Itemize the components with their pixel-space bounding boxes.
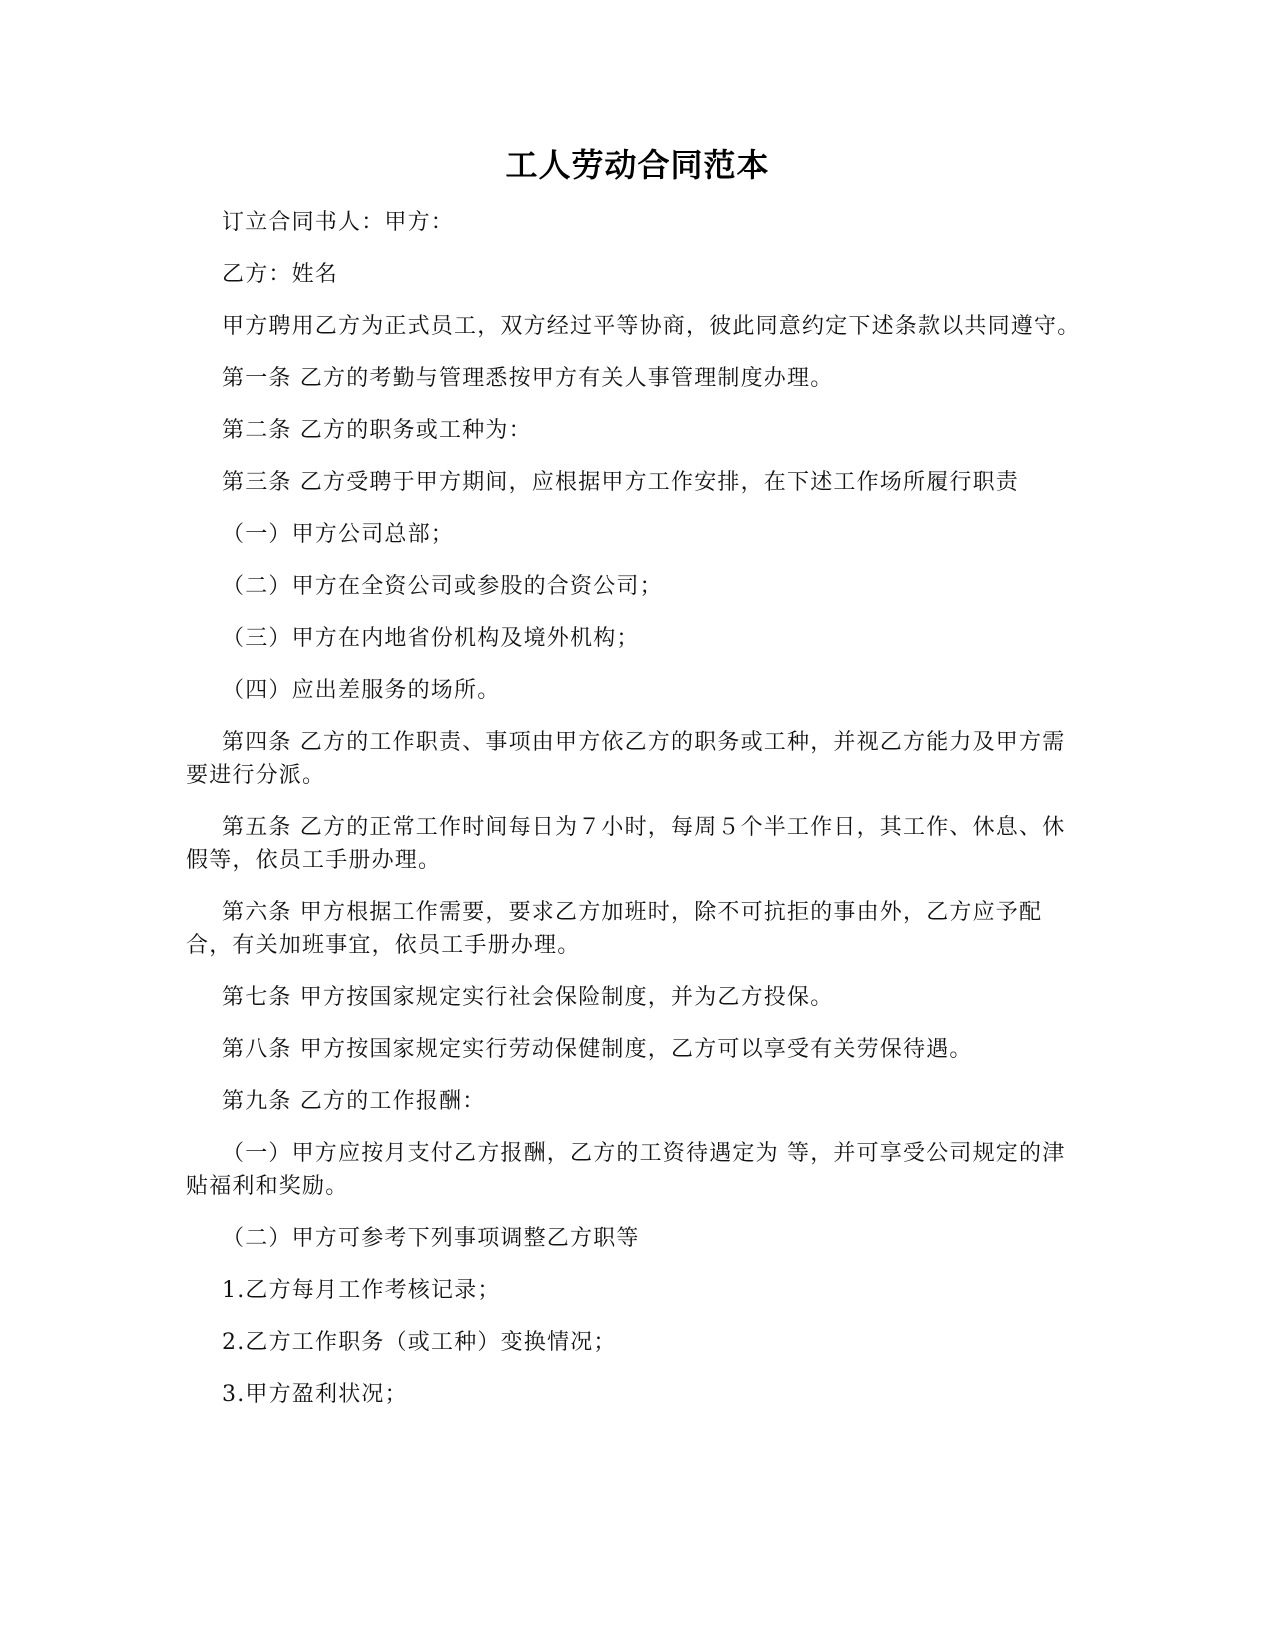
paragraph: 第五条 乙方的正常工作时间每日为７小时，每周５个半工作日，其工作、休息、休假等，依员工手册办理。 xyxy=(186,815,1066,873)
list-item: 2.乙方工作职务（或工种）变换情况； xyxy=(222,1330,617,1355)
paragraph: （四）应出差服务的场所。 xyxy=(222,678,501,703)
paragraph: 甲方聘用乙方为正式员工，双方经过平等协商，彼此同意约定下述条款以共同遵守。 xyxy=(222,314,1081,339)
paragraph: 乙方：姓名 xyxy=(222,262,339,287)
paragraph: 第六条 甲方根据工作需要，要求乙方加班时，除不可抗拒的事由外，乙方应予配合，有关加班事宜，依员工手册办理。 xyxy=(186,900,1043,958)
paragraph: 第四条 乙方的工作职责、事项由甲方依乙方的职务或工种，并视乙方能力及甲方需要进行分派。 xyxy=(186,730,1066,788)
document-title: 工人劳动合同范本 xyxy=(505,146,770,184)
paragraph: （二）甲方可参考下列事项调整乙方职等 xyxy=(222,1226,640,1251)
document-body xyxy=(186,206,1086,1430)
paragraph: （三）甲方在内地省份机构及境外机构； xyxy=(222,626,640,651)
paragraph: 第二条 乙方的职务或工种为： xyxy=(222,418,532,443)
paragraph: 第一条 乙方的考勤与管理悉按甲方有关人事管理制度办理。 xyxy=(222,366,834,391)
paragraph: 第九条 乙方的工作报酬： xyxy=(222,1089,486,1114)
paragraph: 第三条 乙方受聘于甲方期间，应根据甲方工作安排，在下述工作场所履行职责 xyxy=(222,470,1019,495)
paragraph: 第八条 甲方按国家规定实行劳动保健制度，乙方可以享受有关劳保待遇。 xyxy=(222,1037,973,1062)
paragraph: 订立合同书人：甲方： xyxy=(222,210,455,235)
paragraph: （二）甲方在全资公司或参股的合资公司； xyxy=(222,574,663,599)
paragraph: 第七条 甲方按国家规定实行社会保险制度，并为乙方投保。 xyxy=(222,985,834,1010)
paragraph: （一）甲方公司总部； xyxy=(222,522,455,547)
paragraph: （一）甲方应按月支付乙方报酬，乙方的工资待遇定为 等，并可享受公司规定的津贴福利和奖励。 xyxy=(186,1141,1066,1199)
list-item: 3.甲方盈利状况； xyxy=(222,1382,408,1407)
list-item: 1.乙方每月工作考核记录； xyxy=(222,1278,501,1303)
